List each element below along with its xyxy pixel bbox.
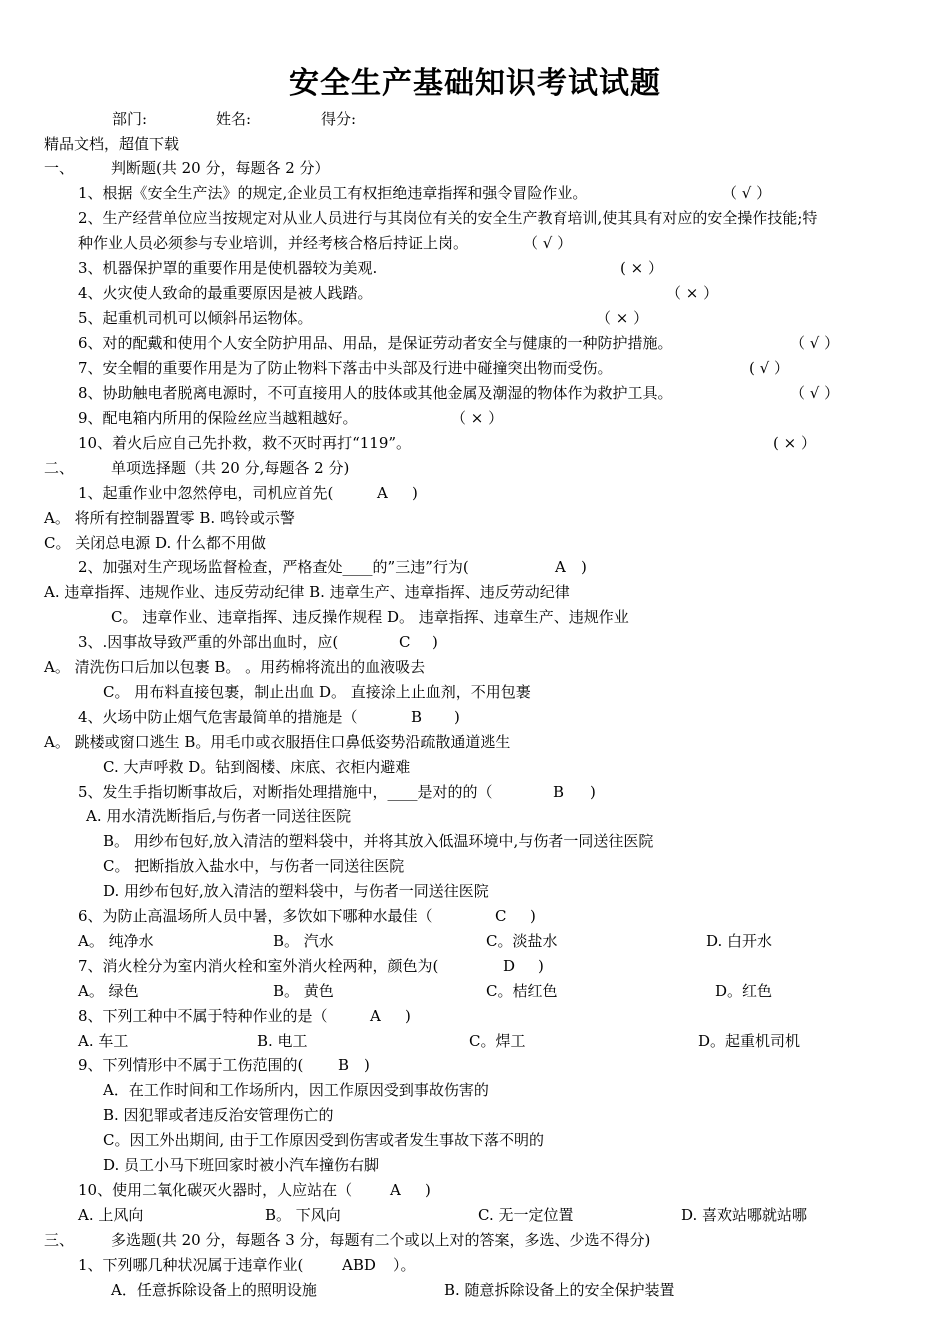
question-answer: ABD bbox=[342, 1256, 376, 1274]
option-c: C。桔红色 bbox=[486, 982, 558, 1000]
question-answer: A bbox=[555, 558, 566, 576]
question-stem: 1、起重作业中忽然停电，司机应首先( bbox=[78, 484, 334, 502]
page-title: 安全生产基础知识考试试题 bbox=[289, 66, 661, 101]
judge-answer: ( × ） bbox=[773, 434, 816, 452]
question-stem: 7、消火栓分为室内消火栓和室外消火栓两种，颜色为( bbox=[78, 957, 439, 975]
option-a: A．在工作时间和工作场所内，因工作原因受到事故伤害的 bbox=[103, 1081, 489, 1099]
judge-answer: （ √ ） bbox=[722, 184, 772, 202]
option-b: B。 下风向 bbox=[265, 1206, 341, 1224]
question-paren: ) bbox=[405, 1007, 411, 1025]
question-answer: C bbox=[399, 633, 411, 651]
question-answer: B bbox=[553, 783, 565, 801]
section3-heading: 多选题(共 20 分，每题各 3 分，每题有二个或以上对的答案，多选、少选不得分) bbox=[111, 1231, 651, 1249]
question-paren: ) bbox=[530, 907, 536, 925]
option-a: A。 绿色 bbox=[78, 982, 139, 1000]
option-a: A. 用水清洗断指后,与伤者一同送往医院 bbox=[86, 807, 352, 825]
question-stem: 10、使用二氧化碳灭火器时，人应站在（ bbox=[78, 1181, 353, 1199]
question-paren: ) bbox=[364, 1056, 370, 1074]
option-b: B。 用纱布包好,放入清洁的塑料袋中，并将其放入低温环境中,与伤者一同送往医院 bbox=[103, 832, 654, 850]
name-label: 姓名: bbox=[216, 110, 252, 128]
question-answer: A bbox=[377, 484, 388, 502]
judge-answer: （ × ） bbox=[596, 309, 649, 327]
section1-heading: 判断题(共 20 分，每题各 2 分） bbox=[111, 159, 330, 177]
score-label: 得分: bbox=[321, 110, 357, 128]
judge-item: 8、协助触电者脱离电源时，不可直接用人的肢体或其他金属及潮湿的物体作为救护工具。 bbox=[78, 384, 673, 402]
option-a: A. 车工 bbox=[78, 1032, 129, 1050]
judge-answer: （ √ ） bbox=[523, 234, 573, 252]
options-line: A。 跳楼或窗口逃生 B。用毛巾或衣服捂住口鼻低姿势沿疏散通道逃生 bbox=[44, 733, 511, 751]
banner-text: 精品文档，超值下载 bbox=[44, 135, 180, 153]
option-c: C. 无一定位置 bbox=[478, 1206, 574, 1224]
question-answer: C bbox=[495, 907, 507, 925]
question-answer: D bbox=[503, 957, 516, 975]
question-stem: 2、加强对生产现场监督检查，严格查处____的”三违”行为( bbox=[78, 558, 469, 576]
option-a: A。 纯净水 bbox=[78, 932, 154, 950]
question-paren: ) bbox=[590, 783, 596, 801]
options-line: C。 违章作业、违章指挥、违反操作规程 D。 违章指挥、违章生产、违规作业 bbox=[111, 608, 629, 626]
judge-item: 6、对的配戴和使用个人安全防护用品、用品，是保证劳动者安全与健康的一种防护措施。 bbox=[78, 334, 673, 352]
judge-item: 9、配电箱内所用的保险丝应当越粗越好。 bbox=[78, 409, 358, 427]
question-paren: ) bbox=[538, 957, 544, 975]
options-line: C. 大声呼救 D。钻到阁楼、床底、衣柜内避难 bbox=[103, 758, 411, 776]
question-paren: ) bbox=[412, 484, 418, 502]
option-c: C。因工外出期间, 由于工作原因受到伤害或者发生事故下落不明的 bbox=[103, 1131, 545, 1149]
judge-item-continued: 种作业人员必须参与专业培训，并经考核合格后持证上岗。 bbox=[78, 234, 469, 252]
option-a: A. 上风向 bbox=[78, 1206, 144, 1224]
judge-item: 4、火灾使人致命的最重要原因是被人践踏。 bbox=[78, 284, 373, 302]
option-c: C。 把断指放入盐水中，与伤者一同送往医院 bbox=[103, 857, 405, 875]
option-d: D。起重机司机 bbox=[698, 1032, 801, 1050]
judge-answer: （ √ ） bbox=[790, 334, 840, 352]
question-answer: B bbox=[338, 1056, 350, 1074]
judge-item: 2、生产经营单位应当按规定对从业人员进行与其岗位有关的安全生产教育培训,使其具有对应的安全操作技能;特 bbox=[78, 209, 818, 227]
judge-item: 1、根据《安全生产法》的规定,企业员工有权拒绝违章指挥和强令冒险作业。 bbox=[78, 184, 588, 202]
options-line: A。 清洗伤口后加以包裹 B。 。用药棉将流出的血液吸去 bbox=[44, 658, 426, 676]
option-b: B. 电工 bbox=[257, 1032, 308, 1050]
question-stem: 5、发生手指切断事故后，对断指处理措施中，____是对的的（ bbox=[78, 783, 493, 801]
question-stem: 9、下列情形中不属于工伤范围的( bbox=[78, 1056, 304, 1074]
question-answer: A bbox=[390, 1181, 401, 1199]
question-paren: ) bbox=[454, 708, 460, 726]
judge-answer: ( √ ） bbox=[749, 359, 789, 377]
section2-heading: 单项选择题（共 20 分,每题各 2 分) bbox=[111, 459, 350, 477]
option-c: C。焊工 bbox=[469, 1032, 526, 1050]
option-c: C。淡盐水 bbox=[486, 932, 558, 950]
option-d: D. 喜欢站哪就站哪 bbox=[681, 1206, 808, 1224]
option-b: B. 因犯罪或者违反治安管理伤亡的 bbox=[103, 1106, 334, 1124]
judge-answer: ( × ） bbox=[620, 259, 663, 277]
question-stem: 4、火场中防止烟气危害最简单的措施是（ bbox=[78, 708, 358, 726]
judge-item: 5、起重机司机可以倾斜吊运物体。 bbox=[78, 309, 313, 327]
option-a: A．任意拆除设备上的照明设施 bbox=[111, 1281, 317, 1299]
question-paren: ）。 bbox=[393, 1256, 416, 1274]
option-b: B. 随意拆除设备上的安全保护装置 bbox=[444, 1281, 675, 1299]
question-paren: ) bbox=[581, 558, 587, 576]
judge-item: 10、着火后应自己先扑救，救不灭时再打“119”。 bbox=[78, 434, 412, 452]
question-stem: 1、下列哪几种状况属于违章作业( bbox=[78, 1256, 304, 1274]
options-line: C。 用布料直接包裹，制止出血 D。 直接涂上止血剂，不用包裹 bbox=[103, 683, 531, 701]
judge-item: 7、安全帽的重要作用是为了防止物料下落击中头部及行进中碰撞突出物而受伤。 bbox=[78, 359, 613, 377]
option-d: D。红色 bbox=[715, 982, 773, 1000]
section2-number: 二、 bbox=[44, 459, 75, 477]
option-b: B。 汽水 bbox=[273, 932, 334, 950]
question-answer: B bbox=[411, 708, 423, 726]
judge-answer: （ × ） bbox=[451, 409, 504, 427]
option-d: D. 白开水 bbox=[706, 932, 773, 950]
options-line: A. 违章指挥、违规作业、违反劳动纪律 B. 违章生产、违章指挥、违反劳动纪律 bbox=[44, 583, 570, 601]
dept-label: 部门: bbox=[112, 110, 148, 128]
question-paren: ) bbox=[425, 1181, 431, 1199]
option-d: D. 员工小马下班回家时被小汽车撞伤右脚 bbox=[103, 1156, 380, 1174]
judge-item: 3、机器保护罩的重要作用是使机器较为美观. bbox=[78, 259, 378, 277]
judge-answer: （ × ） bbox=[666, 284, 719, 302]
option-d: D. 用纱布包好,放入清洁的塑料袋中，与伤者一同送往医院 bbox=[103, 882, 489, 900]
question-stem: 8、下列工种中不属于特种作业的是（ bbox=[78, 1007, 328, 1025]
judge-answer: （ √ ） bbox=[790, 384, 840, 402]
question-stem: 3、.因事故导致严重的外部出血时，应( bbox=[78, 633, 339, 651]
section3-number: 三、 bbox=[44, 1231, 75, 1249]
options-line: C。 关闭总电源 D. 什么都不用做 bbox=[44, 534, 267, 552]
question-answer: A bbox=[370, 1007, 381, 1025]
section1-number: 一、 bbox=[44, 159, 75, 177]
options-line: A。 将所有控制器置零 B. 鸣铃或示警 bbox=[44, 509, 295, 527]
question-stem: 6、为防止高温场所人员中暑，多饮如下哪种水最佳（ bbox=[78, 907, 433, 925]
option-b: B。 黄色 bbox=[273, 982, 334, 1000]
question-paren: ) bbox=[432, 633, 438, 651]
